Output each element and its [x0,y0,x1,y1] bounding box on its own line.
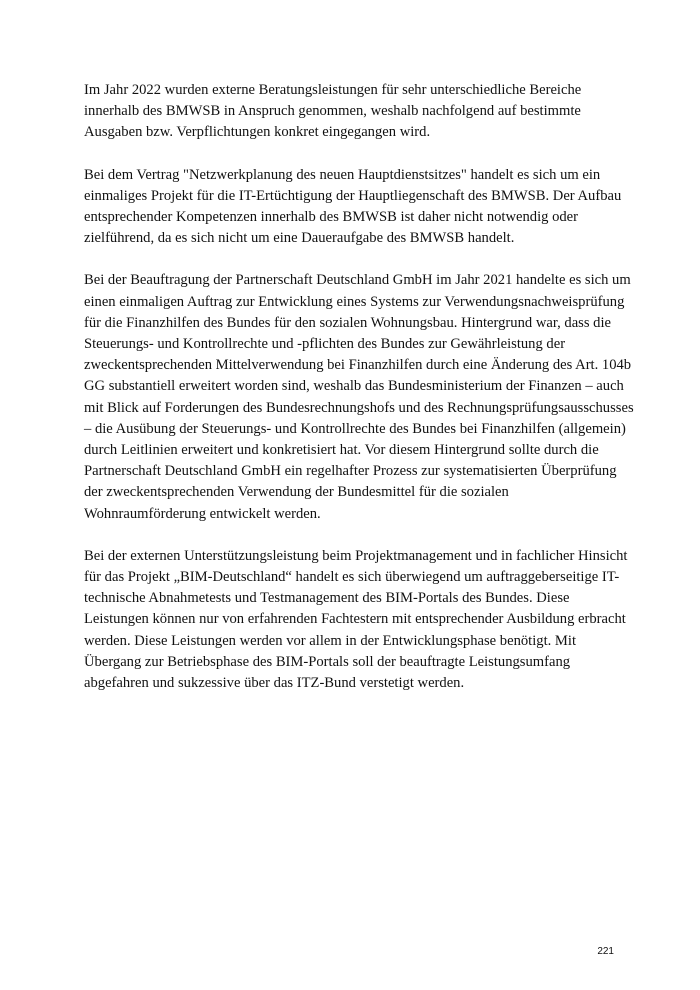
text-line: entsprechender Kompetenzen innerhalb des BMWSB ist daher nicht notwendig oder [84,209,579,226]
paragraph-3 [84,270,634,524]
text-line: der zweckentsprechenden Verwendung der Bundesmittel für die sozialen [84,484,509,501]
text-line: einmaliges Projekt für die IT-Ertüchtigung der Hauptliegenschaft des BMWSB. Der Aufbau [84,187,622,204]
paragraph-4 [84,546,628,694]
text-line: Im Jahr 2022 wurden externe Beratungsleistungen für sehr unterschiedliche Bereiche [84,82,582,98]
text-line: Ausgaben bzw. Verpflichtungen konkret eingegangen wird. [84,124,431,141]
text-line: Bei dem Vertrag "Netzwerkplanung des neuen Hauptdienstsitzes" handelt es sich um ein [84,166,601,183]
text-line: durch Leitlinien erweitert und konkretisiert hat. Vor diesem Hintergrund sollte durch die [84,442,599,459]
text-line: zielführend, da es sich nicht um eine Daueraufgabe des BMWSB handelt. [84,230,515,247]
text-line: einen einmaligen Auftrag zur Entwicklung eines Systems zur Verwendungsnachweisprüfung [84,293,625,310]
text-line: werden. Diese Leistungen werden vor allem in der Entwicklungsphase benötigt. Mit [84,632,577,649]
text-line: Übergang zur Betriebsphase des BIM-Portals soll der beauftragte Leistungsumfang [84,653,571,670]
page-number: 221 [597,946,614,957]
text-line: Wohnraumförderung entwickelt werden. [84,505,321,522]
paragraph-2 [84,165,624,250]
text-line: Steuerungs- und Kontrollrechte und -pflichten des Bundes zur Gewährleistung der [84,336,566,353]
paragraph-1 [84,80,624,144]
text-line: Partnerschaft Deutschland GmbH ein regelhafter Prozess zur systematisierten Überprüfung [84,463,617,480]
text-line: Bei der externen Unterstützungsleistung beim Projektmanagement und in fachlicher Hinsicht [84,547,628,564]
text-line: innerhalb des BMWSB in Anspruch genommen, weshalb nachfolgend auf bestimmte [84,103,581,120]
text-line: zweckentsprechenden Mittelverwendung bei Finanzhilfen durch eine Änderung des Art. 104b [84,357,632,374]
text-line: für das Projekt „BIM-Deutschland“ handelt es sich überwiegend um auftraggeberseitige IT- [84,569,620,586]
text-line: Leistungen können nur von erfahrenden Fachtestern mit entsprechender Ausbildung erbracht [84,611,626,628]
text-line: GG substantiell erweitert worden sind, weshalb das Bundesministerium der Finanzen – auch [84,378,624,395]
text-line: technische Abnahmetests und Testmanagement des BIM-Portals des Bundes. Diese [84,590,570,607]
text-line: – die Ausübung der Steuerungs- und Kontrollrechte des Bundes bei Finanzhilfen (allgemein) [84,420,626,437]
body-text [84,80,634,715]
text-line: abgefahren und sukzessive über das ITZ-Bund verstetigt werden. [84,675,465,692]
text-line: Bei der Beauftragung der Partnerschaft Deutschland GmbH im Jahr 2021 handelte es sich um [84,272,631,289]
text-line: für die Finanzhilfen des Bundes für den sozialen Wohnungsbau. Hintergrund war, dass die [84,314,612,331]
text-line: mit Blick auf Forderungen des Bundesrechnungshofs und des Rechnungsprüfungsausschusses [84,399,634,416]
